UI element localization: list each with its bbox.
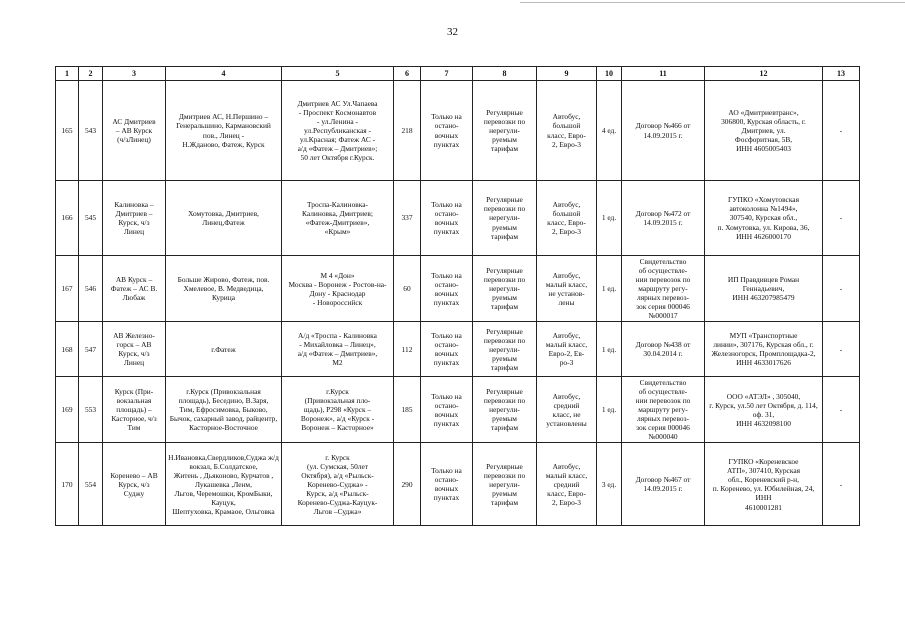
transport-type: Регулярные перевозки по нерегули- руемым тарифам — [473, 443, 537, 526]
vehicle-count: 1 ед. — [597, 377, 622, 443]
table-row — [56, 81, 860, 181]
intermediate-stops: г.Курск (Привокзальная площадь), Беседино, В.Заря, Тим, Ефросимовка, Быково, Бычок, сахарный завод, райцентр, Касторное-Восточное — [166, 377, 282, 443]
header-cell: 10 — [597, 67, 622, 81]
boarding-order: Только на остано- вочных пунктах — [421, 181, 473, 256]
route-length: 337 — [394, 181, 421, 256]
row-number: 167 — [56, 256, 79, 322]
route-name: Курск (При- вокзальная площадь) – Касторное, ч/з Тим — [103, 377, 166, 443]
route-streets: А/д «Троспа - Калиновка - Михайловка – Линец», а/д «Фатеж – Дмитриев», М2 — [282, 322, 394, 377]
route-number: 546 — [79, 256, 103, 322]
route-number: 543 — [79, 81, 103, 181]
header-cell: 6 — [394, 67, 421, 81]
transport-type: Регулярные перевозки по нерегули- руемым тарифам — [473, 377, 537, 443]
row-number: 169 — [56, 377, 79, 443]
boarding-order: Только на остано- вочных пунктах — [421, 443, 473, 526]
route-length: 290 — [394, 443, 421, 526]
carrier: ООО «АТЭЛ» , 305040, г. Курск, ул.50 лет Октября, д. 114, оф. 31, ИНН 4632098100 — [705, 377, 823, 443]
route-number: 554 — [79, 443, 103, 526]
page-number: 32 — [447, 26, 458, 38]
intermediate-stops: Дмитриев АС, Н.Першино – Генеральшино, Кармановский пов., Линец - Н.Жданово, Фатеж, Курск — [166, 81, 282, 181]
route-streets: М 4 «Дон» Москва - Воронеж - Ростов-на-Дону - Краснодар - Новороссийск — [282, 256, 394, 322]
table-row — [56, 377, 860, 443]
contract: Свидетельство об осуществле- нии перевозок по маршруту регу- лярных перевоз- зок серия 000046 №000040 — [622, 377, 705, 443]
contract: Свидетельство об осуществле- нии перевозок по маршруту регу- лярных перевоз- зок серия 000046 №000017 — [622, 256, 705, 322]
intermediate-stops: Н.Ивановка,Свердликов,Суджа ж/д вокзал, Б.Солдатское, Житень , Дьяконово, Курчатов , Лукашевка ,Ленм, Льгов, Черемошки, КромБыки, Кауцук, Шептуховка, Крамаое, Ольговка — [166, 443, 282, 526]
vehicle-class: Автобус, малый класс, средний класс, Евро- 2, Евро-3 — [537, 443, 597, 526]
route-name: АВ Курск – Фатеж – АС В. Любаж — [103, 256, 166, 322]
header-cell: 9 — [537, 67, 597, 81]
carrier: ИП Правдивцев Роман Геннадьевич, ИНН 463207985479 — [705, 256, 823, 322]
vehicle-class: Автобус, средний класс, не установлены — [537, 377, 597, 443]
header-cell: 12 — [705, 67, 823, 81]
vehicle-count: 4 ед. — [597, 81, 622, 181]
route-name: АВ Железно- горск – АВ Курск, ч/з Линец — [103, 322, 166, 377]
transport-type: Регулярные перевозки по нерегули- руемым тарифам — [473, 256, 537, 322]
transport-type: Регулярные перевозки по нерегули- руемым тарифам — [473, 181, 537, 256]
vehicle-class: Автобус, малый класс, не установ- лены — [537, 256, 597, 322]
contract: Договор №438 от 30.04.2014 г. — [622, 322, 705, 377]
intermediate-stops: Больше Жирово, Фатеж, пов. Хмелевое, В. Медведица, Курица — [166, 256, 282, 322]
table-row — [56, 256, 860, 322]
intermediate-stops: Хомутовка, Дмитриев, Линец,Фатеж — [166, 181, 282, 256]
notes: - — [823, 443, 860, 526]
carrier: АО «Дмитриевтранс», 306800, Курская область, г. Дмитриев, ул. Фосфоритная, 5В, ИНН 4605005403 — [705, 81, 823, 181]
header-cell: 2 — [79, 67, 103, 81]
route-length: 112 — [394, 322, 421, 377]
header-cell: 7 — [421, 67, 473, 81]
boarding-order: Только на остано- вочных пунктах — [421, 377, 473, 443]
header-cell: 8 — [473, 67, 537, 81]
notes: - — [823, 377, 860, 443]
route-streets: г. Курск (ул. Сумская, 50лет Октября), а/д «Рыльск- Коренево-Суджа» - Курск, а/д «Рыльск- Коренево-Суджа-Кауцук- Льгов –Суджа» — [282, 443, 394, 526]
vehicle-count: 3 ед. — [597, 443, 622, 526]
route-number: 545 — [79, 181, 103, 256]
table-row — [56, 443, 860, 526]
vehicle-count: 1 ед. — [597, 322, 622, 377]
boarding-order: Только на остано- вочных пунктах — [421, 81, 473, 181]
notes: - — [823, 181, 860, 256]
header-cell: 4 — [166, 67, 282, 81]
row-number: 166 — [56, 181, 79, 256]
route-length: 60 — [394, 256, 421, 322]
header-cell: 5 — [282, 67, 394, 81]
header-row — [56, 67, 860, 81]
notes: - — [823, 256, 860, 322]
header-cell: 3 — [103, 67, 166, 81]
vehicle-count: 1 ед. — [597, 181, 622, 256]
intermediate-stops: г.Фатеж — [166, 322, 282, 377]
notes: - — [823, 81, 860, 181]
route-streets: г.Курск (Привокзальная пло- щадь), Р298 «Курск – Воронеж», а/д «Курск - Воронеж – Касторное» — [282, 377, 394, 443]
route-name: АС Дмитриев – АВ Курск (ч/зЛинец) — [103, 81, 166, 181]
vehicle-class: Автобус, малый класс, Евро-2, Ев- ро-3 — [537, 322, 597, 377]
route-number: 553 — [79, 377, 103, 443]
route-streets: Троспа-Калиновка- Калиновка, Дмитриев; «Фатеж-Дмитриев», «Крым» — [282, 181, 394, 256]
table-row — [56, 322, 860, 377]
carrier: МУП «Транспортные линии», 307176, Курская обл., г. Железногорск, Промплощадка-2, ИНН 4633017626 — [705, 322, 823, 377]
table-row — [56, 181, 860, 256]
contract: Договор №472 от 14.09.2015 г. — [622, 181, 705, 256]
vehicle-count: 1 ед. — [597, 256, 622, 322]
header-rule — [520, 2, 905, 3]
boarding-order: Только на остано- вочных пунктах — [421, 322, 473, 377]
route-number: 547 — [79, 322, 103, 377]
vehicle-class: Автобус, большой класс, Евро- 2, Евро-3 — [537, 81, 597, 181]
contract: Договор №467 от 14.09.2015 г. — [622, 443, 705, 526]
carrier: ГУПКО «Хомутовская автоколонна №1494», 307540, Курская обл., п. Хомутовка, ул. Кирова, 36, ИНН 4626000170 — [705, 181, 823, 256]
route-name: Калиновка – Дмитриев – Курск, ч/з Линец — [103, 181, 166, 256]
route-length: 185 — [394, 377, 421, 443]
row-number: 168 — [56, 322, 79, 377]
route-streets: Дмитриев АС Ул.Чапаева - Проспект Космонавтов - ул.Ленина - ул.Республиканская - ул.Красная; Фатеж АС - а/д «Фатеж – Дмитриев»; 50 лет Октября г.Курск. — [282, 81, 394, 181]
route-name: Коренево – АВ Курск, ч/з Суджу — [103, 443, 166, 526]
route-length: 218 — [394, 81, 421, 181]
transport-type: Регулярные перевозки по нерегули- руемым тарифам — [473, 81, 537, 181]
row-number: 165 — [56, 81, 79, 181]
notes: - — [823, 322, 860, 377]
header-cell: 11 — [622, 67, 705, 81]
contract: Договор №466 от 14.09.2015 г. — [622, 81, 705, 181]
vehicle-class: Автобус, большой класс, Евро- 2, Евро-3 — [537, 181, 597, 256]
row-number: 170 — [56, 443, 79, 526]
routes-table — [55, 66, 860, 526]
transport-type: Регулярные перевозки по нерегули- руемым тарифам — [473, 322, 537, 377]
carrier: ГУПКО «Кореневское АТП», 307410, Курская обл., Кореневский р-н, п. Коренево, ул. Юбилейная, 24, ИНН 4610001281 — [705, 443, 823, 526]
header-cell: 1 — [56, 67, 79, 81]
boarding-order: Только на остано- вочных пунктах — [421, 256, 473, 322]
header-cell: 13 — [823, 67, 860, 81]
